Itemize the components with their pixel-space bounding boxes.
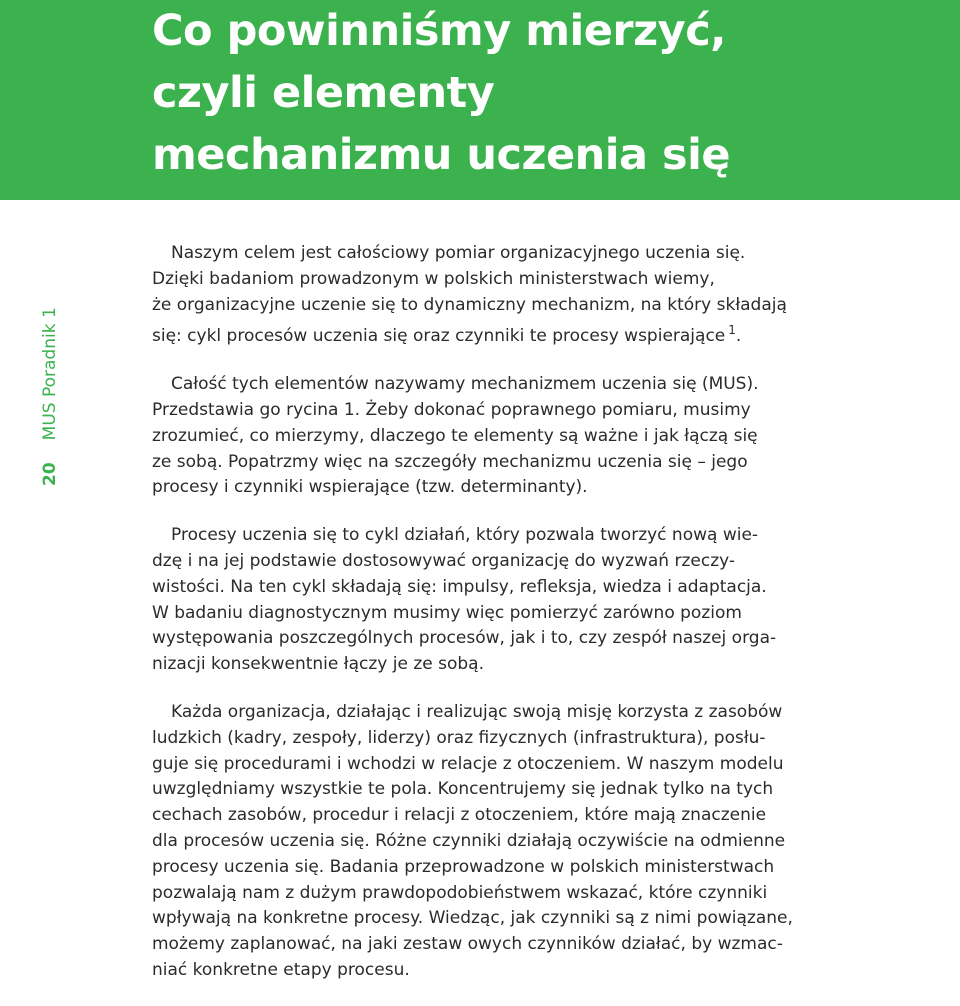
- paragraph-intro: [152, 241, 960, 350]
- text-line: ze sobą. Popatrzmy więc na szczegóły mechanizmu uczenia się – jego: [152, 451, 748, 472]
- text-line: że organizacyjne uczenie się to dynamiczny mechanizm, na który składają: [152, 294, 787, 315]
- paragraph-processes: [152, 523, 960, 678]
- text-line-with-footnote: [152, 318, 960, 350]
- side-running-label: [30, 296, 70, 486]
- header-band: [0, 0, 960, 200]
- text-line: Naszym celem jest całościowy pomiar organizacyjnego uczenia się.: [171, 243, 746, 263]
- text-line: nizacji konsekwentnie łączy je ze sobą.: [152, 654, 484, 675]
- text-line: procesy uczenia się. Badania przeprowadzone w polskich ministerstwach: [152, 856, 775, 877]
- text-line: Przedstawia go rycina 1. Żeby dokonać poprawnego pomiaru, musimy: [152, 399, 751, 420]
- text-line: cechach zasobów, procedur i relacji z otoczeniem, które mają znaczenie: [152, 805, 767, 826]
- text-line: wistości. Na ten cykl składają się: impulsy, refleksja, wiedza i adaptacja.: [152, 576, 767, 597]
- text-line: wpływają na konkretne procesy. Wiedząc, jak czynniki są z nimi powiązane,: [152, 908, 793, 929]
- paragraph-mus: [152, 372, 960, 501]
- text-line: Całość tych elementów nazywamy mechanizmem uczenia się (MUS).: [171, 374, 759, 395]
- side-text: [30, 296, 70, 486]
- text-line: ludzkich (kadry, zespoły, liderzy) oraz fizycznych (infrastruktura), posłu-: [152, 727, 766, 748]
- text-line: możemy zaplanować, na jaki zestaw owych czynników działać, by wzmac-: [152, 934, 783, 955]
- text-line: dzę i na jej podstawie dostosowywać organizację do wyzwań rzeczy-: [152, 550, 736, 571]
- title-line: czyli elementy: [152, 68, 495, 118]
- footnote-marker: 1: [728, 323, 736, 338]
- text-line: W badaniu diagnostycznym musimy więc pomierzyć zarówno poziom: [152, 602, 742, 623]
- paragraph-factors: [152, 700, 960, 984]
- text-line: występowania poszczególnych procesów, jak i to, czy zespół naszej orga-: [152, 628, 777, 649]
- body-content: [152, 241, 960, 1006]
- text-line: Dzięki badaniom prowadzonym w polskich ministerstwach wiemy,: [152, 268, 715, 289]
- text-line: niać konkretne etapy procesu.: [152, 959, 410, 980]
- page-title: [152, 0, 730, 186]
- publication-name: MUS Poradnik 1: [40, 307, 60, 441]
- text-line: uwzględniamy wszystkie te pola. Koncentrujemy się jednak tylko na tych: [152, 779, 774, 800]
- page-number: 20: [40, 462, 60, 486]
- text-line: dla procesów uczenia się. Różne czynniki działają oczywiście na odmienne: [152, 830, 786, 851]
- text-line: się: cykl procesów uczenia się oraz czynniki te procesy wspierające: [152, 326, 726, 347]
- line-tail: .: [735, 326, 742, 347]
- text-line: Każda organizacja, działając i realizując swoją misję korzysta z zasobów: [171, 701, 783, 722]
- title-line: mechanizmu uczenia się: [152, 130, 730, 180]
- text-line: Procesy uczenia się to cykl działań, który pozwala tworzyć nową wie-: [171, 525, 759, 546]
- text-line: zrozumieć, co mierzymy, dlaczego te elementy są ważne i jak łączą się: [152, 425, 758, 446]
- text-line: procesy i czynniki wspierające (tzw. determinanty).: [152, 477, 588, 498]
- title-line: Co powinniśmy mierzyć,: [152, 6, 727, 56]
- text-line: guje się procedurami i wchodzi w relacje z otoczeniem. W naszym modelu: [152, 753, 784, 774]
- text-line: pozwalają nam z dużym prawdopodobieństwem wskazać, które czynniki: [152, 882, 768, 903]
